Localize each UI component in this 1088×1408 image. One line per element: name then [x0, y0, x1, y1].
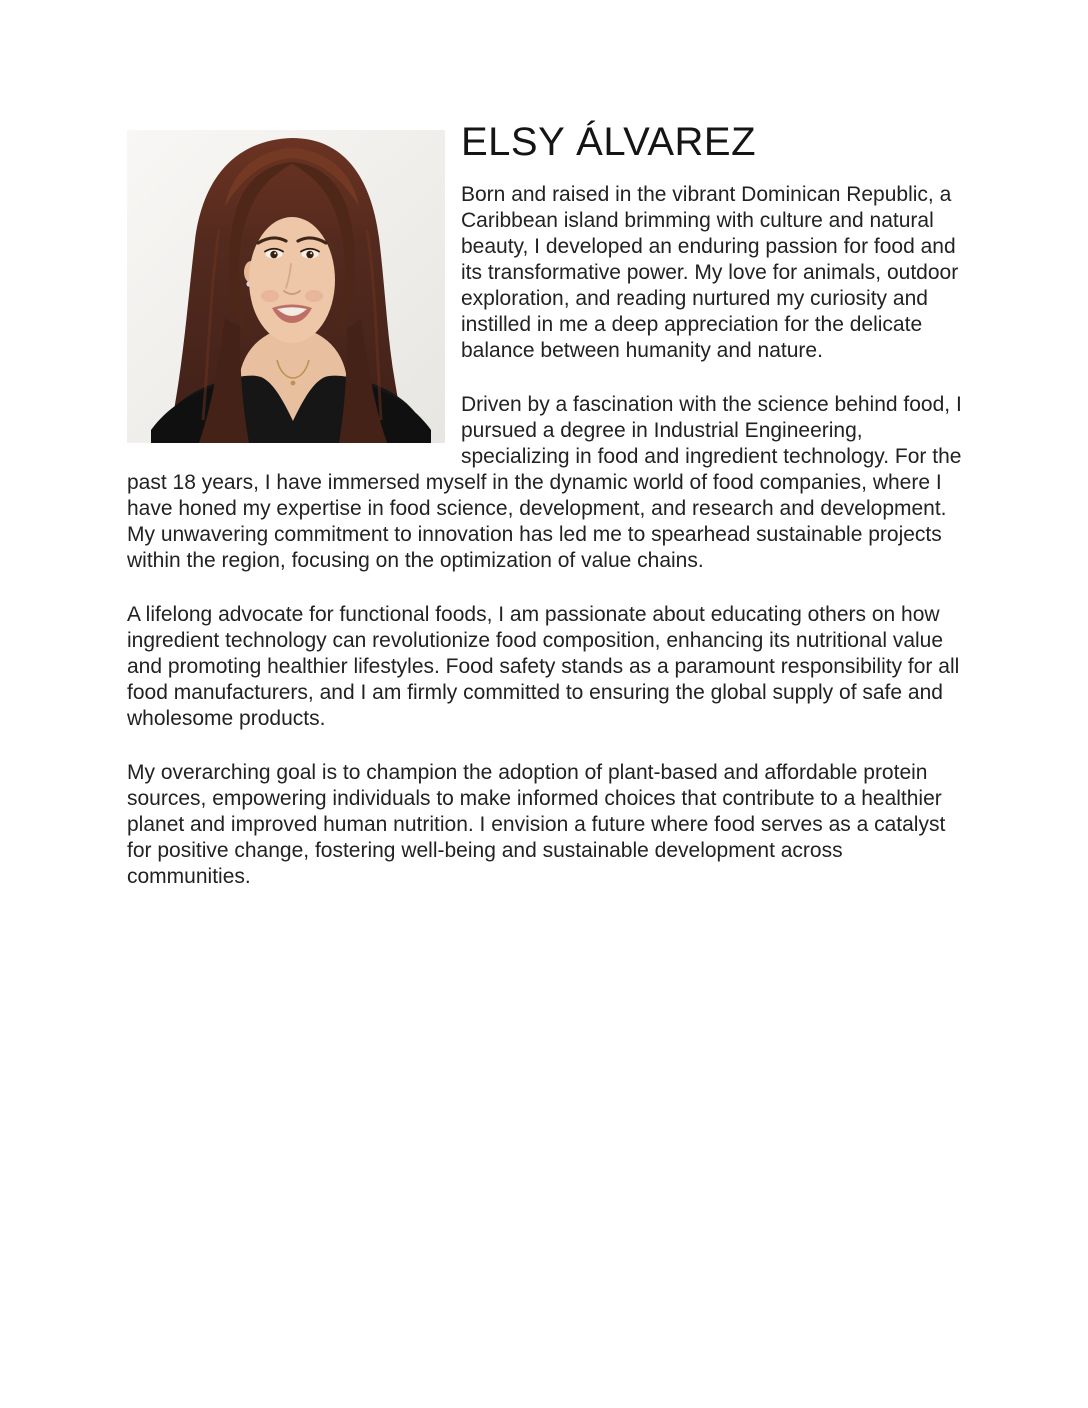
- bio-paragraph-2: Driven by a fascination with the science behind food, I pursued a degree in Industrial Engineering, specializing in food and ingredient technology. For the past 18 years, I have immersed myself in the dynamic world of food companies, where I have honed my expertise in food science, development, and research and development. My unwavering commitment to innovation has led me to spearhead sustainable projects within the region, focusing on the optimization of value chains.: [127, 393, 962, 572]
- bio-paragraph-1: Born and raised in the vibrant Dominican Republic, a Caribbean island brimming with culture and natural beauty, I developed an enduring passion for food and its transformative power. My love for animals, outdoor exploration, and reading nurtured my curiosity and instilled in me a deep appreciation for the delicate balance between humanity and nature.: [461, 183, 959, 362]
- page-title: ELSY ÁLVAREZ: [461, 120, 757, 164]
- bio-paragraph-3: A lifelong advocate for functional foods, I am passionate about educating others on how ingredient technology can revolutionize food composition, enhancing its nutritional value and promoting healthier lifestyles. Food safety stands as a paramount responsibility for all food manufacturers, and I am firmly committed to ensuring the global supply of safe and wholesome products.: [127, 603, 960, 730]
- bio-paragraph-4: My overarching goal is to champion the adoption of plant-based and affordable protein sources, empowering individuals to make informed choices that contribute to a healthier planet and improved human nutrition. I envision a future where food serves as a catalyst for positive change, fostering well-being and sustainable development across communities.: [127, 761, 946, 888]
- portrait-photo: [127, 130, 445, 443]
- portrait-illustration: [127, 130, 445, 443]
